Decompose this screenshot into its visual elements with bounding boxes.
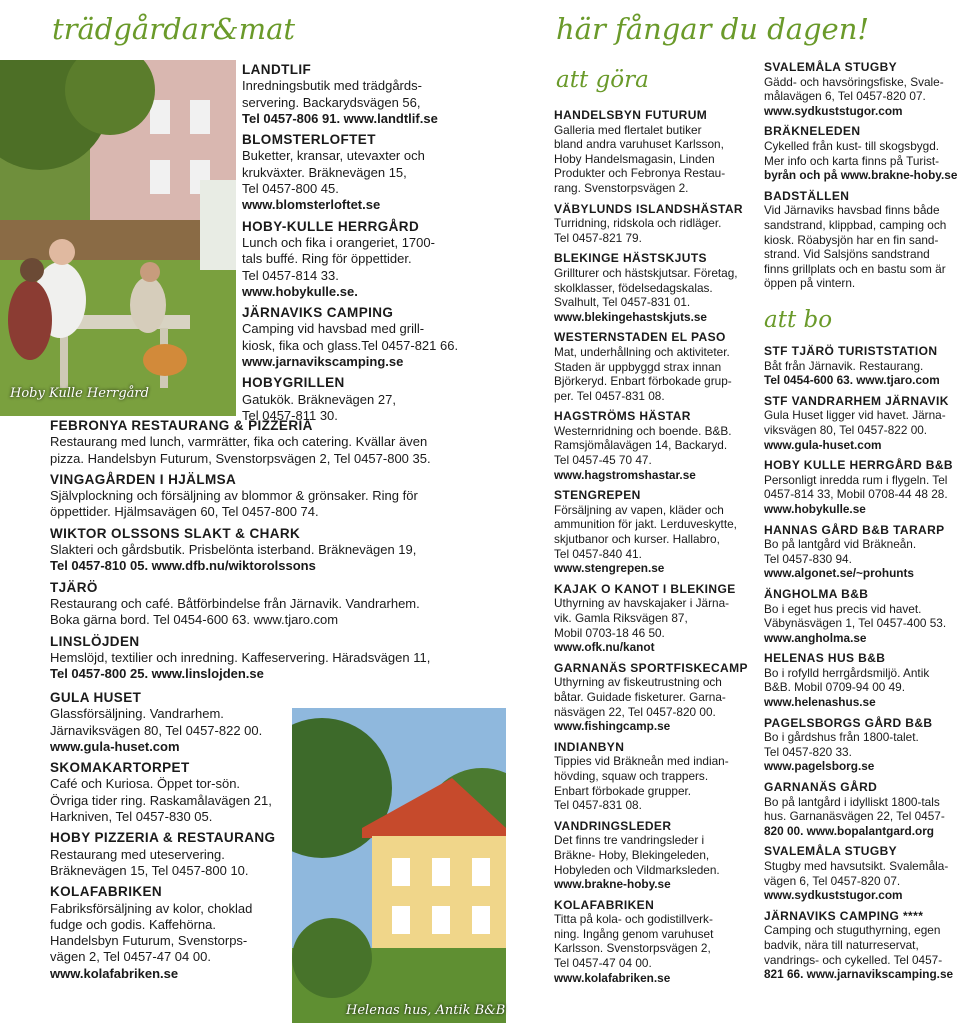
entry-line: Mat, underhållning och aktiviteter. <box>554 344 730 359</box>
entry-line: öppen på vintern. <box>764 276 856 291</box>
entry-title: FEBRONYA RESTAURANG & PIZZERIA <box>50 418 313 433</box>
entry-line: Stugby med havsutsikt. Svalemåla- <box>764 859 949 873</box>
list-item <box>50 690 286 755</box>
entry-line: Cykelled från kust- till skogsbygd. <box>764 138 940 153</box>
entry-title: LINSLÖJDEN <box>50 633 140 649</box>
entry-line: Tel 0457-821 79. <box>554 230 642 245</box>
entry-title: ÄNGHOLMA B&B <box>764 586 869 601</box>
list-item <box>764 124 960 182</box>
list-item <box>50 830 286 879</box>
entry-line: skolklasser, födelsedagskalas. <box>554 280 713 295</box>
entry-line: Enbart förbokade grupper. <box>554 783 692 798</box>
entry-title: HOBY PIZZERIA & RESTAURANG <box>50 830 276 846</box>
entry-line: per. Tel 0457-831 08. <box>554 388 665 403</box>
entry-title: LANDTLIF <box>242 62 312 77</box>
entry-line: Hemslöjd, textilier och inredning. Kaffeservering. Häradsvägen 11, <box>50 649 431 665</box>
entry-title: VÄBYLUNDS ISLANDSHÄSTAR <box>554 201 743 216</box>
entry-line: Glassförsäljning. Vandrarhem. <box>50 706 224 722</box>
entry-line: pizza. Handelsbyn Futurum, Svenstorpsvägen 2, Tel 0457-800 35. <box>50 450 431 466</box>
entry-line: kiosk, fika och glass.Tel 0457-821 66. <box>242 337 459 353</box>
entry-line: www.hagstromshastar.se <box>554 467 696 482</box>
entry-line: Slakteri och gårdsbutik. Prisbelönta isterband. Bräknevägen 19, <box>50 542 417 558</box>
entry-line: www.blekingehastskjuts.se <box>554 309 707 324</box>
entry-line: Tel 0457-800 45. <box>242 181 339 197</box>
entry-line: Tel 0457-47 04 00. <box>554 956 652 971</box>
entry-line: Handelsbyn Futurum, Svenstorps- <box>50 933 248 949</box>
list-item <box>554 661 754 734</box>
entry-line: Camping och stuguthyrning, egen <box>764 923 941 938</box>
entry-title: JÄRNAVIKS CAMPING <box>242 305 394 321</box>
entry-line: vik. Gamla Riksvägen 87, <box>554 611 688 625</box>
entry-title: BLOMSTERLOFTET <box>242 132 376 148</box>
entry-title: PAGELSBORGS GÅRD B&B <box>764 715 933 730</box>
entry-line: näsvägen 22, Tel 0457-820 00. <box>554 704 716 719</box>
entry-line: servering. Backarydsvägen 56, <box>242 94 421 110</box>
entry-line: 821 66. www.jarnavikscamping.se <box>764 967 954 982</box>
entry-line: Mer info och karta finns på Turist- <box>764 153 940 168</box>
list-item <box>764 523 960 581</box>
entry-line: Tippies vid Bräkneån med indian- <box>554 754 729 769</box>
entry-line: Galleria med flertalet butiker <box>554 122 702 137</box>
entry-title: HOBY KULLE HERRGÅRD B&B <box>764 458 953 473</box>
list-item <box>50 418 490 467</box>
section-title-har-fangar: här fångar du dagen! <box>556 12 870 46</box>
entry-line: finns grillplats och en bastu som är <box>764 261 946 276</box>
entry-title: SVALEMÅLA STUGBY <box>764 844 898 859</box>
list-item <box>764 458 960 516</box>
entry-title: GULA HUSET <box>50 690 142 705</box>
entry-line: Båt från Järnavik. Restaurang. <box>764 358 924 373</box>
garden-cafe-illustration <box>0 60 236 416</box>
entry-line: badvik, nära till naturreservat, <box>764 937 919 952</box>
list-item <box>554 819 754 892</box>
entry-line: Tel 0457-840 41. <box>554 546 642 561</box>
entry-line: hövding, squaw och trappers. <box>554 768 709 783</box>
entry-line: Personligt inredda rum i flygeln. Tel <box>764 472 948 487</box>
list-item <box>764 587 960 645</box>
entry-line: Karlsson. Svenstorpsvägen 2, <box>554 941 711 956</box>
entry-title: STF TJÄRÖ TURISTSTATION <box>764 344 938 358</box>
entry-title: INDIANBYN <box>554 739 625 754</box>
list-item <box>554 251 754 324</box>
photo-caption-helena: Helenas hus, Antik B&B <box>346 1003 506 1018</box>
entry-line: Hoby Handelsmagasin, Linden <box>554 151 715 166</box>
entry-title: KOLAFABRIKEN <box>554 897 655 912</box>
list-item <box>764 844 960 902</box>
entry-line: viksvägen 80, Tel 0457-822 00. <box>764 422 928 437</box>
entry-line: Gädd- och havsöringsfiske, Svale- <box>764 74 944 89</box>
entry-line: kiosk. Röabysjön har en fin sand- <box>764 232 939 247</box>
entry-title: HOBYGRILLEN <box>242 375 345 391</box>
entry-line: krukväxter. Bräknevägen 15, <box>242 164 407 180</box>
entry-line: Restaurang med lunch, varmrätter, fika och catering. Kvällar även <box>50 434 428 450</box>
entry-line: Väbynäsvägen 1, Tel 0457-400 53. <box>764 616 947 631</box>
entry-line: vägen 2, Tel 0457-47 04 00. <box>50 949 211 965</box>
section-title-tradgardar-mat: trädgårdar&mat <box>52 12 296 46</box>
photo-hoby-kulle <box>0 60 236 416</box>
entry-title: WIKTOR OLSSONS SLAKT & CHARK <box>50 525 301 541</box>
list-item <box>764 60 960 118</box>
entry-line: Gula Huset ligger vid havet. Järna- <box>764 408 946 423</box>
entry-line: 0457-814 33, Mobil 0708-44 48 28. <box>764 487 948 502</box>
entry-line: Tel 0457-45 70 47. <box>554 453 652 468</box>
entry-line: Uthyrning av fiskeutrustning och <box>554 675 722 690</box>
entry-line: www.kolafabriken.se <box>50 965 179 981</box>
list-item <box>242 219 474 300</box>
entry-line: Svalhult, Tel 0457-831 01. <box>554 295 691 310</box>
list-item <box>764 394 960 452</box>
entry-line: sandstrand, klippbad, camping och <box>764 217 947 232</box>
list-item <box>50 472 490 521</box>
entry-line: Tel 0454-600 63. www.tjaro.com <box>764 373 940 388</box>
list-item <box>764 189 960 291</box>
entry-title: BRÄKNELEDEN <box>764 124 861 139</box>
list-col1-bottom <box>50 690 286 987</box>
entry-title: WESTERNSTADEN EL PASO <box>554 330 726 345</box>
entry-title: HANDELSBYN FUTURUM <box>554 108 708 122</box>
list-item <box>764 716 960 774</box>
list-item <box>50 580 490 629</box>
entry-title: GARNANÄS SPORTFISKECAMP <box>554 660 748 675</box>
photo-caption-hoby: Hoby Kulle Herrgård <box>10 386 149 401</box>
entry-line: Harkniven, Tel 0457-830 05. <box>50 809 213 825</box>
list-item <box>50 760 286 825</box>
entry-line: www.gula-huset.com <box>50 738 180 754</box>
entry-line: Björkeryd. Enbart förbokade grup- <box>554 374 732 389</box>
entry-line: Hobyleden och Vildmarksleden. <box>554 862 720 877</box>
entry-line: Självplockning och försäljning av blommor & grönsaker. Ring för <box>50 488 418 504</box>
entry-line: Gatukök. Bräknevägen 27, <box>242 391 396 407</box>
entry-line: www.pagelsborg.se <box>764 759 875 774</box>
entry-line: Fabriksförsäljning av kolor, choklad <box>50 900 253 916</box>
entry-line: rang. Svenstorpsvägen 2. <box>554 180 689 195</box>
entry-line: 820 00. www.bopalantgard.org <box>764 823 935 838</box>
entry-line: Tel 0457-800 25. www.linslojden.se <box>50 666 264 682</box>
entry-line: Café och Kuriosa. Öppet tor-sön. <box>50 776 241 792</box>
entry-line: Boka gärna bord. Tel 0454-600 63. www.tjaro.com <box>50 612 339 628</box>
entry-line: Bo i eget hus precis vid havet. <box>764 601 922 616</box>
list-col1-top <box>242 62 474 429</box>
list-item <box>554 330 754 403</box>
entry-line: vandrings- och cykelled. Tel 0457- <box>764 952 943 967</box>
entry-line: Tel 0457-806 91. www.landtlif.se <box>242 110 438 126</box>
entry-title: BLEKINGE HÄSTSKJUTS <box>554 251 707 266</box>
entry-title: VINGAGÅRDEN I HJÄLMSA <box>50 471 237 487</box>
list-col3-top <box>764 60 960 297</box>
entry-line: Tel 0457-830 94. <box>764 551 852 566</box>
entry-line: Westernridning och boende. B&B. <box>554 423 732 438</box>
list-item <box>242 305 474 370</box>
list-item <box>50 884 286 982</box>
entry-title: KAJAK O KANOT I BLEKINGE <box>554 581 736 596</box>
entry-line: fudge och godis. Kaffehörna. <box>50 916 216 932</box>
entry-title: HAGSTRÖMS HÄSTAR <box>554 409 691 424</box>
entry-line: bland andra varuhuset Karlsson, <box>554 137 724 152</box>
yellow-house-illustration <box>292 708 506 1023</box>
entry-title: JÄRNAVIKS CAMPING **** <box>764 908 924 923</box>
entry-title: TJÄRÖ <box>50 579 98 595</box>
entry-title: HANNAS GÅRD B&B TARARP <box>764 522 945 537</box>
photo-helenas-hus <box>292 708 506 1023</box>
entry-line: Titta på kola- och godistillverk- <box>554 912 713 927</box>
entry-line: Tel 0457-820 33. <box>764 744 852 759</box>
entry-line: Turridning, ridskola och ridläger. <box>554 216 722 231</box>
entry-line: Restaurang med uteservering. <box>50 846 225 862</box>
entry-line: www.blomsterloftet.se <box>242 197 381 213</box>
entry-line: Det finns tre vandringsleder i <box>554 833 705 848</box>
entry-line: Tel 0457-814 33. <box>242 267 339 283</box>
entry-line: Produkter och Febronya Restau- <box>554 166 726 181</box>
entry-line: Inredningsbutik med trädgårds- <box>242 78 422 94</box>
entry-line: Buketter, kransar, utevaxter och <box>242 148 425 164</box>
list-col1-middle <box>50 418 490 687</box>
entry-line: www.hobykulle.se. <box>242 283 358 299</box>
entry-line: www.hobykulle.se <box>764 501 866 516</box>
entry-line: www.kolafabriken.se <box>554 970 671 985</box>
entry-line: www.ofk.nu/kanot <box>554 640 655 655</box>
list-item <box>764 651 960 709</box>
entry-line: ning. Ingång genom varuhuset <box>554 926 714 941</box>
entry-line: Ramsjömålavägen 14, Backaryd. <box>554 438 728 453</box>
entry-line: Staden är uppbyggd strax innan <box>554 359 722 374</box>
list-item <box>764 909 960 982</box>
entry-line: Vid Järnaviks havsbad finns både <box>764 203 940 218</box>
entry-line: skjutbanor och kurser. Hallabro, <box>554 532 720 547</box>
entry-line: vägen 6, Tel 0457-820 07. <box>764 873 901 888</box>
entry-title: KOLAFABRIKEN <box>50 884 163 900</box>
entry-title: SVALEMÅLA STUGBY <box>764 60 898 74</box>
entry-line: strand. Vid Salsjöns sandstrand <box>764 247 930 262</box>
entry-line: Camping vid havsbad med grill- <box>242 321 425 337</box>
entry-line: www.sydkuststugor.com <box>764 888 903 903</box>
entry-line: målavägen 6, Tel 0457-820 07. <box>764 89 926 104</box>
entry-line: www.jarnavikscamping.se <box>242 354 404 370</box>
entry-line: Tel 0457-831 08. <box>554 798 642 813</box>
entry-title: STENGREPEN <box>554 488 641 503</box>
entry-line: www.angholma.se <box>764 630 867 645</box>
entry-title: SKOMAKARTORPET <box>50 760 190 776</box>
entry-line: ammunition för jakt. Lerduveskytte, <box>554 517 737 532</box>
entry-line: Tel 0457-810 05. www.dfb.nu/wiktorolssons <box>50 558 316 574</box>
entry-line: Försäljning av vapen, kläder och <box>554 502 724 517</box>
entry-line: Grillturer och hästskjutsar. Företag, <box>554 265 738 280</box>
entry-line: Uthyrning av havskajaker i Järna- <box>554 596 730 611</box>
entry-title: HELENAS HUS B&B <box>764 651 886 666</box>
list-item <box>554 488 754 576</box>
entry-line: Bo på lantgård i idylliskt 1800-tals <box>764 794 940 809</box>
subtitle-att-gora: att göra <box>556 67 649 93</box>
subtitle-att-bo: att bo <box>764 307 833 333</box>
entry-line: Bräkne- Hoby, Blekingeleden, <box>554 847 710 862</box>
entry-line: Bo på lantgård vid Bräkneån. <box>764 537 917 552</box>
entry-line: hus. Garnanäsvägen 22, Tel 0457- <box>764 809 945 824</box>
entry-line: Bo i rofylld herrgårdsmiljö. Antik <box>764 665 930 680</box>
entry-title: BADSTÄLLEN <box>764 188 850 203</box>
entry-line: www.brakne-hoby.se <box>554 877 671 892</box>
list-item <box>554 108 754 196</box>
entry-line: Tel 0457-811 30. <box>242 407 338 423</box>
list-att-bo <box>764 344 960 988</box>
entry-line: Lunch och fika i orangeriet, 1700- <box>242 234 435 250</box>
entry-line: www.fishingcamp.se <box>554 719 671 734</box>
list-item <box>554 582 754 655</box>
list-item <box>554 202 754 246</box>
entry-title: STF VANDRARHEM JÄRNAVIK <box>764 393 949 408</box>
entry-title: GARNANÄS GÅRD <box>764 780 878 795</box>
list-item <box>50 634 490 683</box>
list-item <box>242 62 474 127</box>
entry-line: Järnaviksvägen 80, Tel 0457-822 00. <box>50 722 263 738</box>
entry-line: öppettider. Hjälmsavägen 60, Tel 0457-800 74. <box>50 504 319 520</box>
entry-line: Bo i gårdshus från 1800-talet. <box>764 730 919 745</box>
entry-line: B&B. Mobil 0709-94 00 49. <box>764 680 905 695</box>
entry-title: VANDRINGSLEDER <box>554 818 672 833</box>
list-item <box>554 740 754 813</box>
list-item <box>554 898 754 986</box>
list-item <box>242 132 474 213</box>
entry-line: www.stengrepen.se <box>554 561 665 576</box>
entry-line: tals buffé. Ring för öppettider. <box>242 251 412 267</box>
entry-line: www.sydkuststugor.com <box>764 103 903 118</box>
list-item <box>764 344 960 388</box>
entry-line: Restaurang och café. Båtförbindelse från Järnavik. Vandrarhem. <box>50 595 420 611</box>
entry-line: byrån och på www.brakne-hoby.se <box>764 168 958 183</box>
entry-line: Bräknevägen 15, Tel 0457-800 10. <box>50 862 249 878</box>
list-item <box>554 409 754 482</box>
list-att-gora <box>554 108 754 991</box>
entry-line: Mobil 0703-18 46 50. <box>554 625 665 640</box>
list-item <box>764 780 960 838</box>
list-item <box>50 526 490 575</box>
list-item <box>242 375 474 424</box>
entry-line: Övriga tider ring. Raskamålavägen 21, <box>50 792 272 808</box>
entry-title: HOBY-KULLE HERRGÅRD <box>242 218 420 234</box>
entry-line: www.helenashus.se <box>764 695 876 710</box>
entry-line: www.gula-huset.com <box>764 437 882 452</box>
entry-line: www.algonet.se/~prohunts <box>764 566 914 581</box>
entry-line: båtar. Guidade fisketurer. Garna- <box>554 689 726 704</box>
